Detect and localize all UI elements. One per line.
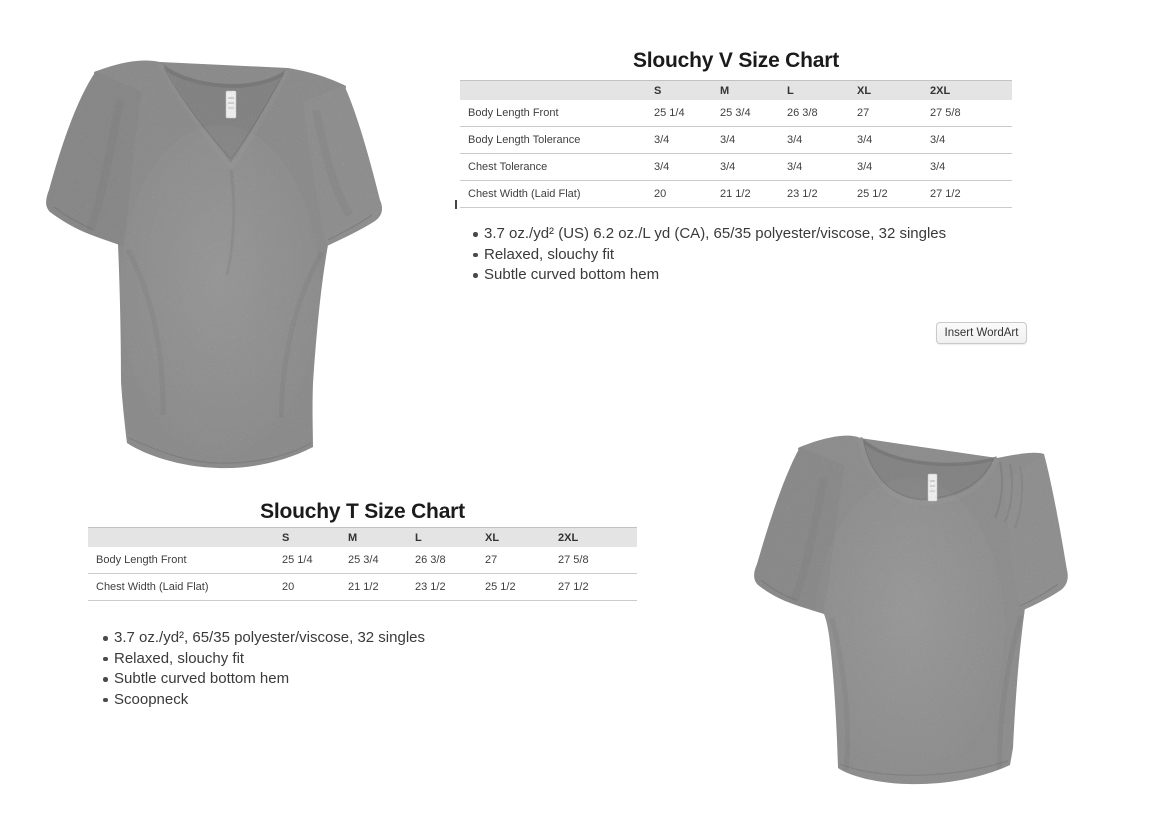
cell: 3/4 bbox=[712, 154, 779, 181]
v-col-header-l: L bbox=[779, 81, 849, 101]
list-item: Subtle curved bottom hem bbox=[466, 265, 966, 286]
cell: 26 3/8 bbox=[407, 547, 477, 574]
cell: 21 1/2 bbox=[340, 574, 407, 601]
cell: 3/4 bbox=[779, 154, 849, 181]
table-row bbox=[460, 181, 1012, 208]
t-col-header-s: S bbox=[274, 528, 340, 548]
v-col-header-2xl: 2XL bbox=[922, 81, 1012, 101]
t-size-chart-table bbox=[88, 527, 637, 601]
cell: 27 1/2 bbox=[550, 574, 637, 601]
cell: 3/4 bbox=[922, 154, 1012, 181]
v-table-header-row bbox=[460, 81, 1012, 101]
list-item: 3.7 oz./yd², 65/35 polyester/viscose, 32 singles bbox=[96, 628, 576, 649]
insert-wordart-button[interactable]: Insert WordArt bbox=[936, 322, 1027, 344]
table-row bbox=[460, 154, 1012, 181]
v-feature-list bbox=[466, 224, 966, 286]
t-feature-list bbox=[96, 628, 576, 710]
cell: 27 1/2 bbox=[922, 181, 1012, 208]
list-item: Relaxed, slouchy fit bbox=[96, 649, 576, 670]
v-col-header-m: M bbox=[712, 81, 779, 101]
cell: 27 bbox=[477, 547, 550, 574]
cell: 25 3/4 bbox=[340, 547, 407, 574]
cell: 25 1/4 bbox=[274, 547, 340, 574]
v-col-header-s: S bbox=[646, 81, 712, 101]
cell: 3/4 bbox=[849, 127, 922, 154]
v-size-chart-table bbox=[460, 80, 1012, 208]
cell: 3/4 bbox=[712, 127, 779, 154]
t-col-header-xl: XL bbox=[477, 528, 550, 548]
row-label: Body Length Tolerance bbox=[460, 127, 646, 154]
cell: 26 3/8 bbox=[779, 100, 849, 127]
cell: 3/4 bbox=[646, 154, 712, 181]
t-col-header-2xl: 2XL bbox=[550, 528, 637, 548]
row-label: Body Length Front bbox=[460, 100, 646, 127]
row-label: Chest Width (Laid Flat) bbox=[460, 181, 646, 208]
v-col-header-blank bbox=[460, 81, 646, 101]
row-label: Chest Width (Laid Flat) bbox=[88, 574, 274, 601]
cell: 27 5/8 bbox=[922, 100, 1012, 127]
cell: 3/4 bbox=[849, 154, 922, 181]
t-col-header-m: M bbox=[340, 528, 407, 548]
cell: 23 1/2 bbox=[779, 181, 849, 208]
t-col-header-l: L bbox=[407, 528, 477, 548]
v-shirt-photo[interactable] bbox=[30, 40, 400, 500]
cell: 3/4 bbox=[779, 127, 849, 154]
t-chart-title: Slouchy T Size Chart bbox=[260, 500, 465, 523]
table-row bbox=[460, 127, 1012, 154]
cell: 20 bbox=[646, 181, 712, 208]
t-col-header-blank bbox=[88, 528, 274, 548]
scoop-shirt-shading-texture bbox=[738, 418, 1068, 798]
list-item: Subtle curved bottom hem bbox=[96, 669, 576, 690]
table-row bbox=[88, 547, 637, 574]
cell: 27 bbox=[849, 100, 922, 127]
list-item: 3.7 oz./yd² (US) 6.2 oz./L yd (CA), 65/35 polyester/viscose, 32 singles bbox=[466, 224, 966, 245]
cell: 25 1/4 bbox=[646, 100, 712, 127]
row-label: Body Length Front bbox=[88, 547, 274, 574]
table-row bbox=[460, 100, 1012, 127]
row-label: Chest Tolerance bbox=[460, 154, 646, 181]
scoop-shirt-photo[interactable] bbox=[738, 418, 1068, 798]
cell: 21 1/2 bbox=[712, 181, 779, 208]
cell: 25 1/2 bbox=[849, 181, 922, 208]
table-row bbox=[88, 574, 637, 601]
v-chart-title: Slouchy V Size Chart bbox=[632, 49, 840, 72]
list-item: Relaxed, slouchy fit bbox=[466, 245, 966, 266]
cell: 25 1/2 bbox=[477, 574, 550, 601]
cell: 20 bbox=[274, 574, 340, 601]
v-col-header-xl: XL bbox=[849, 81, 922, 101]
cell: 23 1/2 bbox=[407, 574, 477, 601]
cell: 3/4 bbox=[922, 127, 1012, 154]
cell: 27 5/8 bbox=[550, 547, 637, 574]
list-item: Scoopneck bbox=[96, 690, 576, 711]
cell: 25 3/4 bbox=[712, 100, 779, 127]
text-cursor bbox=[455, 200, 457, 209]
v-shirt-shading-texture bbox=[30, 40, 400, 500]
cell: 3/4 bbox=[646, 127, 712, 154]
t-table-header-row bbox=[88, 528, 637, 548]
